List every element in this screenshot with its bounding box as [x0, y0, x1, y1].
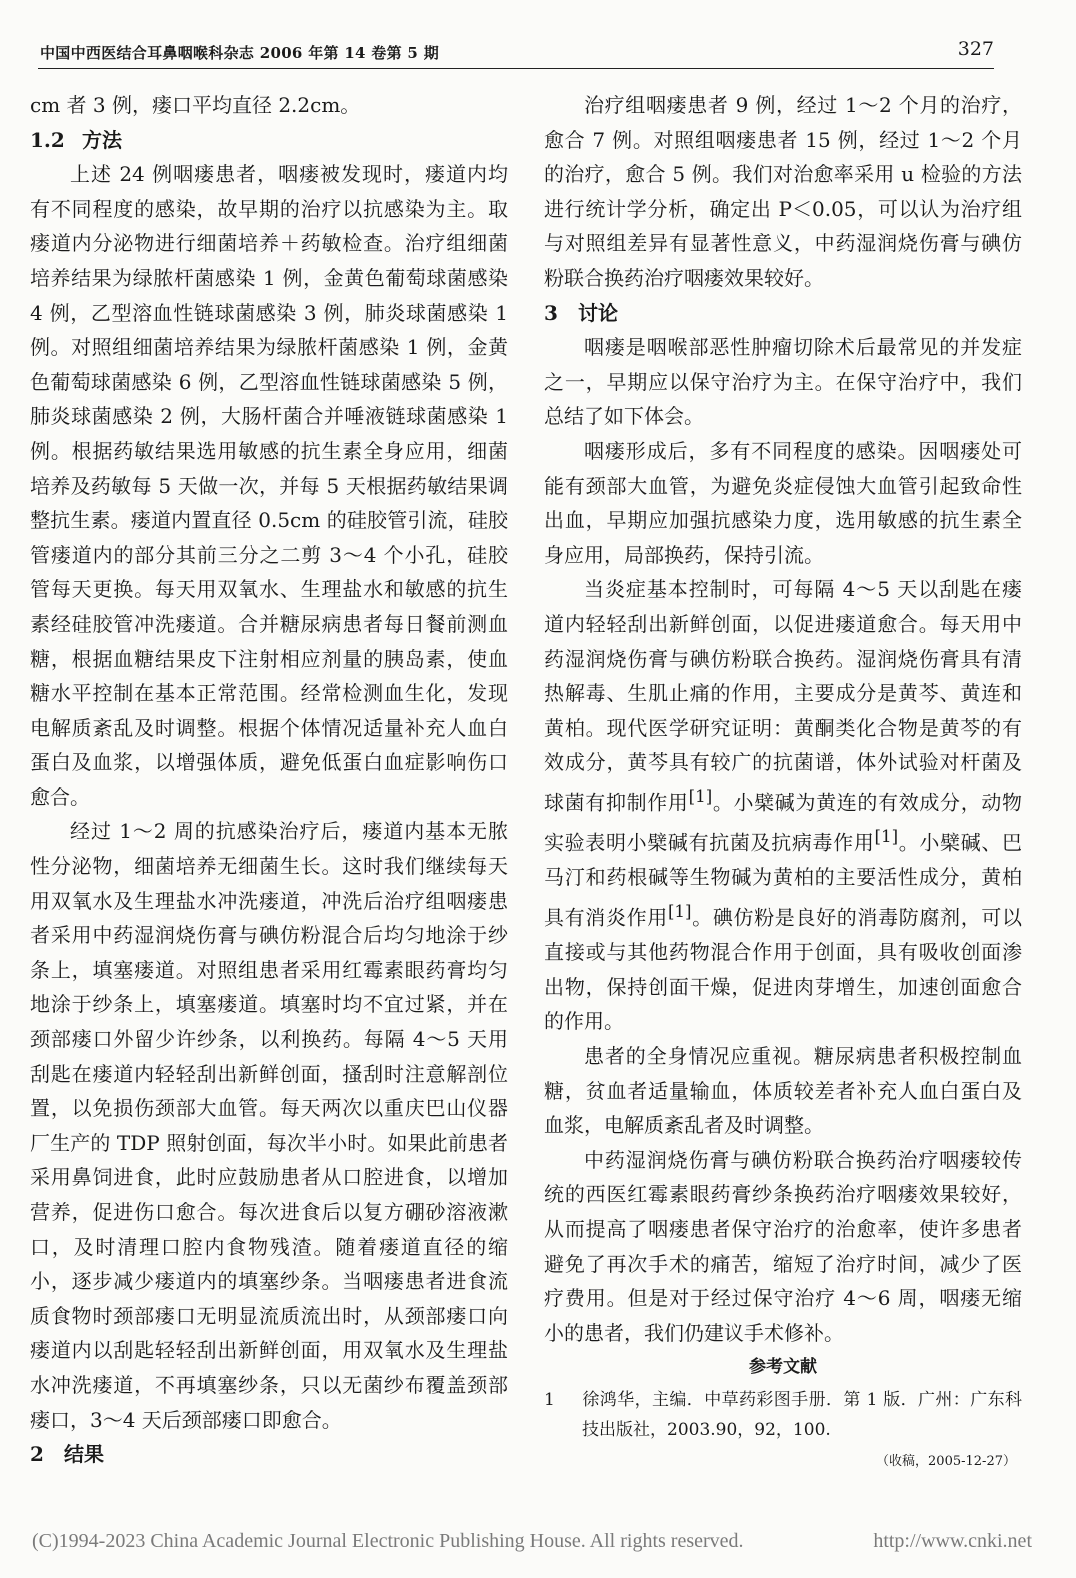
journal-title: 中国中西医结合耳鼻咽喉科杂志 2006 年第 14 卷第 5 期 [40, 44, 439, 62]
footer [32, 1530, 1032, 1553]
section-title: 结果 [64, 1442, 104, 1467]
references-heading: 参考文献 [749, 1357, 817, 1378]
text-run: 当炎症基本控制时，可每隔 4～5 天以刮匙在瘘道内轻轻刮出新鲜创面，以促进瘘道愈合。每天用中药湿润烧伤膏与碘仿粉联合换药。湿润烧伤膏具有清热解毒、生肌止痛的作用，主要成分是黄芩、黄连和黄柏。现代医学研究证明：黄酮类化合物是黄芩的有效成分，黄芩具有较广的抗菌谱，体外试验对杆菌及球菌有抑制作用 [544, 577, 1022, 815]
paragraph: 治疗组咽瘘患者 9 例，经过 1～2 个月的治疗，愈合 7 例。对照组咽瘘患者 15 例，经过 1～2 个月的治疗，愈合 5 例。我们对治愈率采用 u 检验的方法进行统计学分析，确定出 P＜0.05，可以认为治疗组与对照组差异有显著性意义，中药湿润烧伤膏与碘仿粉联合换药治疗咽瘘效果较好。 [544, 93, 1022, 290]
paragraph: 经过 1～2 周的抗感染治疗后，瘘道内基本无脓性分泌物，细菌培养无细菌生长。这时我们继续每天用双氧水及生理盐水冲洗瘘道，冲洗后治疗组咽瘘患者采用中药湿润烧伤膏与碘仿粉混合后均匀地涂于纱条上，填塞瘘道。对照组患者采用红霉素眼药膏均匀地涂于纱条上，填塞瘘道。填塞时均不宜过紧，并在颈部瘘口外留少许纱条，以利换药。每隔 4～5 天用刮匙在瘘道内轻轻刮出新鲜创面，搔刮时注意解剖位置，以免损伤颈部大血管。每天两次以重庆巴山仪器厂生产的 TDP 照射创面，每次半小时。如果此前患者采用鼻饲进食，此时应鼓励患者从口腔进食，以增加营养，促进伤口愈合。每次进食后以复方硼砂溶液漱口，及时清理口腔内食物残渣。随着瘘道直径的缩小，逐步减少瘘道内的填塞纱条。当咽瘘患者进食流质食物时颈部瘘口无明显流质流出时，从颈部瘘口向瘘道内以刮匙轻轻刮出新鲜创面，用双氧水及生理盐水冲洗瘘道，不再填塞纱条，只以无菌纱布覆盖颈部瘘口，3～4 天后颈部瘘口即愈合。 [30, 819, 508, 1432]
paragraph: 中药湿润烧伤膏与碘仿粉联合换药治疗咽瘘较传统的西医红霉素眼药膏纱条换药治疗咽瘘效果较好，从而提高了咽瘘患者保守治疗的治愈率，使许多患者避免了再次手术的痛苦，缩短了治疗时间，减少了医疗费用。但是对于经过保守治疗 4～6 周，咽瘘无缩小的患者，我们仍建议手术修补。 [544, 1147, 1022, 1345]
section-number: 3 [544, 300, 558, 325]
right-column [544, 88, 1022, 1480]
paragraph: 咽瘘是咽喉部恶性肿瘤切除术后最常见的并发症之一，早期应以保守治疗为主。在保守治疗中，我们总结了如下体会。 [544, 335, 1022, 429]
section-heading-methods [30, 123, 508, 158]
page-number: 327 [957, 38, 994, 60]
text-run: 。碘仿粉是良好的消毒防腐剂，可以直接或与其他药物混合作用于创面，具有吸收创面渗出物，保持创面干燥，促进肉芽增生，加速创面愈合的作用。 [544, 905, 1023, 1034]
received-date: （收稿，2005-12-27） [876, 1453, 1016, 1469]
citation[interactable]: [1] [688, 786, 713, 806]
header-divider [38, 68, 994, 69]
section-number: 2 [30, 1442, 44, 1467]
section-number: 1.2 [30, 127, 65, 152]
reference-number: 1 [544, 1389, 555, 1410]
section-title: 方法 [82, 127, 122, 152]
paragraph: cm 者 3 例，瘘口平均直径 2.2cm。 [30, 93, 361, 117]
text-run: 。小檗碱为黄连的有效成分，动物实验表明小檗碱有抗菌及抗病毒作用 [544, 790, 1023, 855]
left-column [30, 88, 508, 1472]
paragraph: 患者的全身情况应重视。糖尿病患者积极控制血糖，贫血者适量输血，体质较差者补充人血白蛋白及血浆，电解质紊乱者及时调整。 [544, 1044, 1022, 1138]
section-heading-discussion [544, 296, 1022, 331]
text-run: 。小檗碱、巴马汀和药根碱等生物碱为黄柏的主要活性成分，黄柏具有消炎作用 [544, 830, 1023, 930]
copyright-text: (C)1994-2023 China Academic Journal Electronic Publishing House. All rights reserved. [32, 1530, 744, 1552]
site-link[interactable]: http://www.cnki.net [873, 1530, 1032, 1552]
citation[interactable]: [1] [874, 827, 899, 847]
paragraph [544, 572, 1022, 1039]
reference-text: 徐鸿华，主编．中草药彩图手册．第 1 版．广州：广东科技出版社，2003.90，92，100. [582, 1389, 1022, 1440]
paragraph: 咽瘘形成后，多有不同程度的感染。因咽瘘处可能有颈部大血管，为避免炎症侵蚀大血管引起致命性出血，早期应加强抗感染力度，选用敏感的抗生素全身应用，局部换药，保持引流。 [544, 438, 1022, 567]
running-header [28, 32, 1024, 72]
section-title: 讨论 [578, 300, 618, 325]
section-heading-results [30, 1437, 508, 1472]
citation[interactable]: [1] [667, 901, 692, 921]
paragraph: 上述 24 例咽瘘患者，咽瘘被发现时，瘘道内均有不同程度的感染，故早期的治疗以抗感染为主。取瘘道内分泌物进行细菌培养＋药敏检查。治疗组细菌培养结果为绿脓杆菌感染 1 例，金黄色葡萄球菌感染 4 例，乙型溶血性链球菌感染 3 例，肺炎球菌感染 1 例。对照组细菌培养结果为绿脓杆菌感染 1 例，金黄色葡萄球菌感染 6 例，乙型溶血性链球菌感染 5 例，肺炎球菌感染 2 例，大肠杆菌合并唾液链球菌感染 1 例。根据药敏结果选用敏感的抗生素全身应用，细菌培养及药敏每 5 天做一次，并每 5 天根据药敏结果调整抗生素。瘘道内置直径 0.5cm 的硅胶管引流，硅胶管瘘道内的部分其前三分之二剪 3～4 个小孔，硅胶管每天更换。每天用双氧水、生理盐水和敏感的抗生素经硅胶管冲洗瘘道。合并糖尿病患者每日餐前测血糖，根据血糖结果皮下注射相应剂量的胰岛素，使血糖水平控制在基本正常范围。经常检测血生化，发现电解质紊乱及时调整。根据个体情况适量补充人血白蛋白及血浆，以增强体质，避免低蛋白血症影响伤口愈合。 [30, 162, 508, 809]
reference-item [544, 1385, 1022, 1445]
